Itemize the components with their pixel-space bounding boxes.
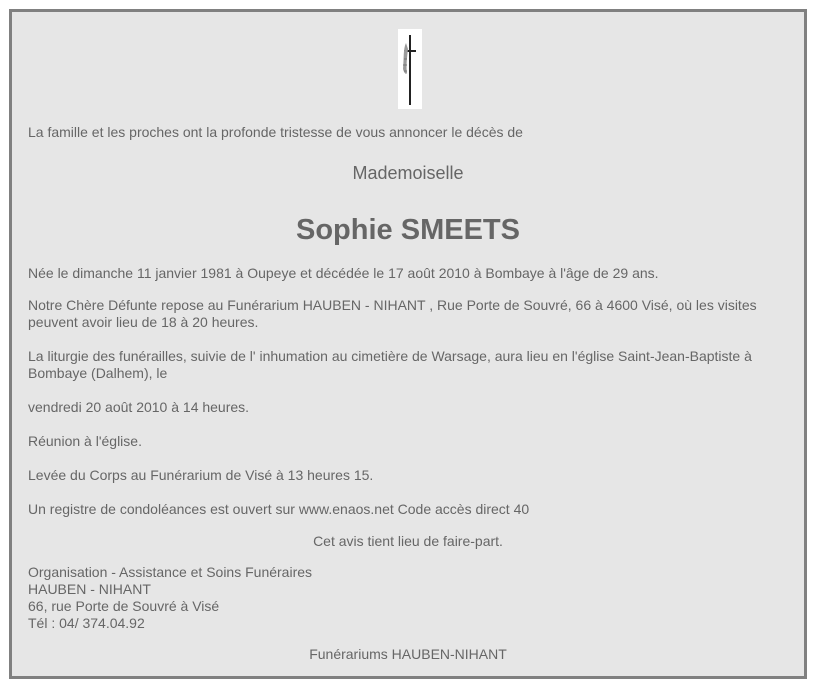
honorific: Mademoiselle — [352, 163, 464, 183]
condolences-text: Un registre de condoléances est ouvert sur www.enaos.net Code accès direct 40 — [28, 501, 530, 517]
funeral-home-text: Notre Chère Défunte repose au Funérarium HAUBEN - NIHANT , Rue Porte de Souvré, 66 à 4600 Visé, où les visites peuvent avoir lieu de 18 à 20 heures. — [28, 297, 757, 330]
birth-death-text: Née le dimanche 11 janvier 1981 à Oupeye et décédée le 17 août 2010 à Bombaye à l'âge de 29 ans. — [28, 265, 659, 281]
organisation-line2: HAUBEN - NIHANT — [28, 581, 151, 597]
body-removal-text: Levée du Corps au Funérarium de Visé à 13 heures 15. — [28, 467, 374, 483]
footer-text: Funérariums HAUBEN-NIHANT — [309, 646, 507, 662]
organisation-phone: Tél : 04/ 374.04.92 — [28, 615, 145, 631]
cross-icon — [398, 29, 422, 109]
meeting-text: Réunion à l'église. — [28, 433, 142, 449]
organisation-line1: Organisation - Assistance et Soins Funéraires — [28, 564, 313, 580]
ceremony-date: vendredi 20 août 2010 à 14 heures. — [28, 399, 250, 415]
organisation-line3: 66, rue Porte de Souvré à Visé — [28, 598, 220, 614]
deceased-name: Sophie SMEETS — [296, 214, 520, 246]
notice-text: Cet avis tient lieu de faire-part. — [313, 533, 503, 549]
death-notice-card — [9, 9, 807, 679]
intro-text: La famille et les proches ont la profonde tristesse de vous annoncer le décès de — [28, 124, 523, 140]
liturgy-text: La liturgie des funérailles, suivie de l' inhumation au cimetière de Warsage, aura lieu en l'église Saint-Jean-Baptiste à Bombaye (Dalhem), le — [28, 348, 752, 381]
